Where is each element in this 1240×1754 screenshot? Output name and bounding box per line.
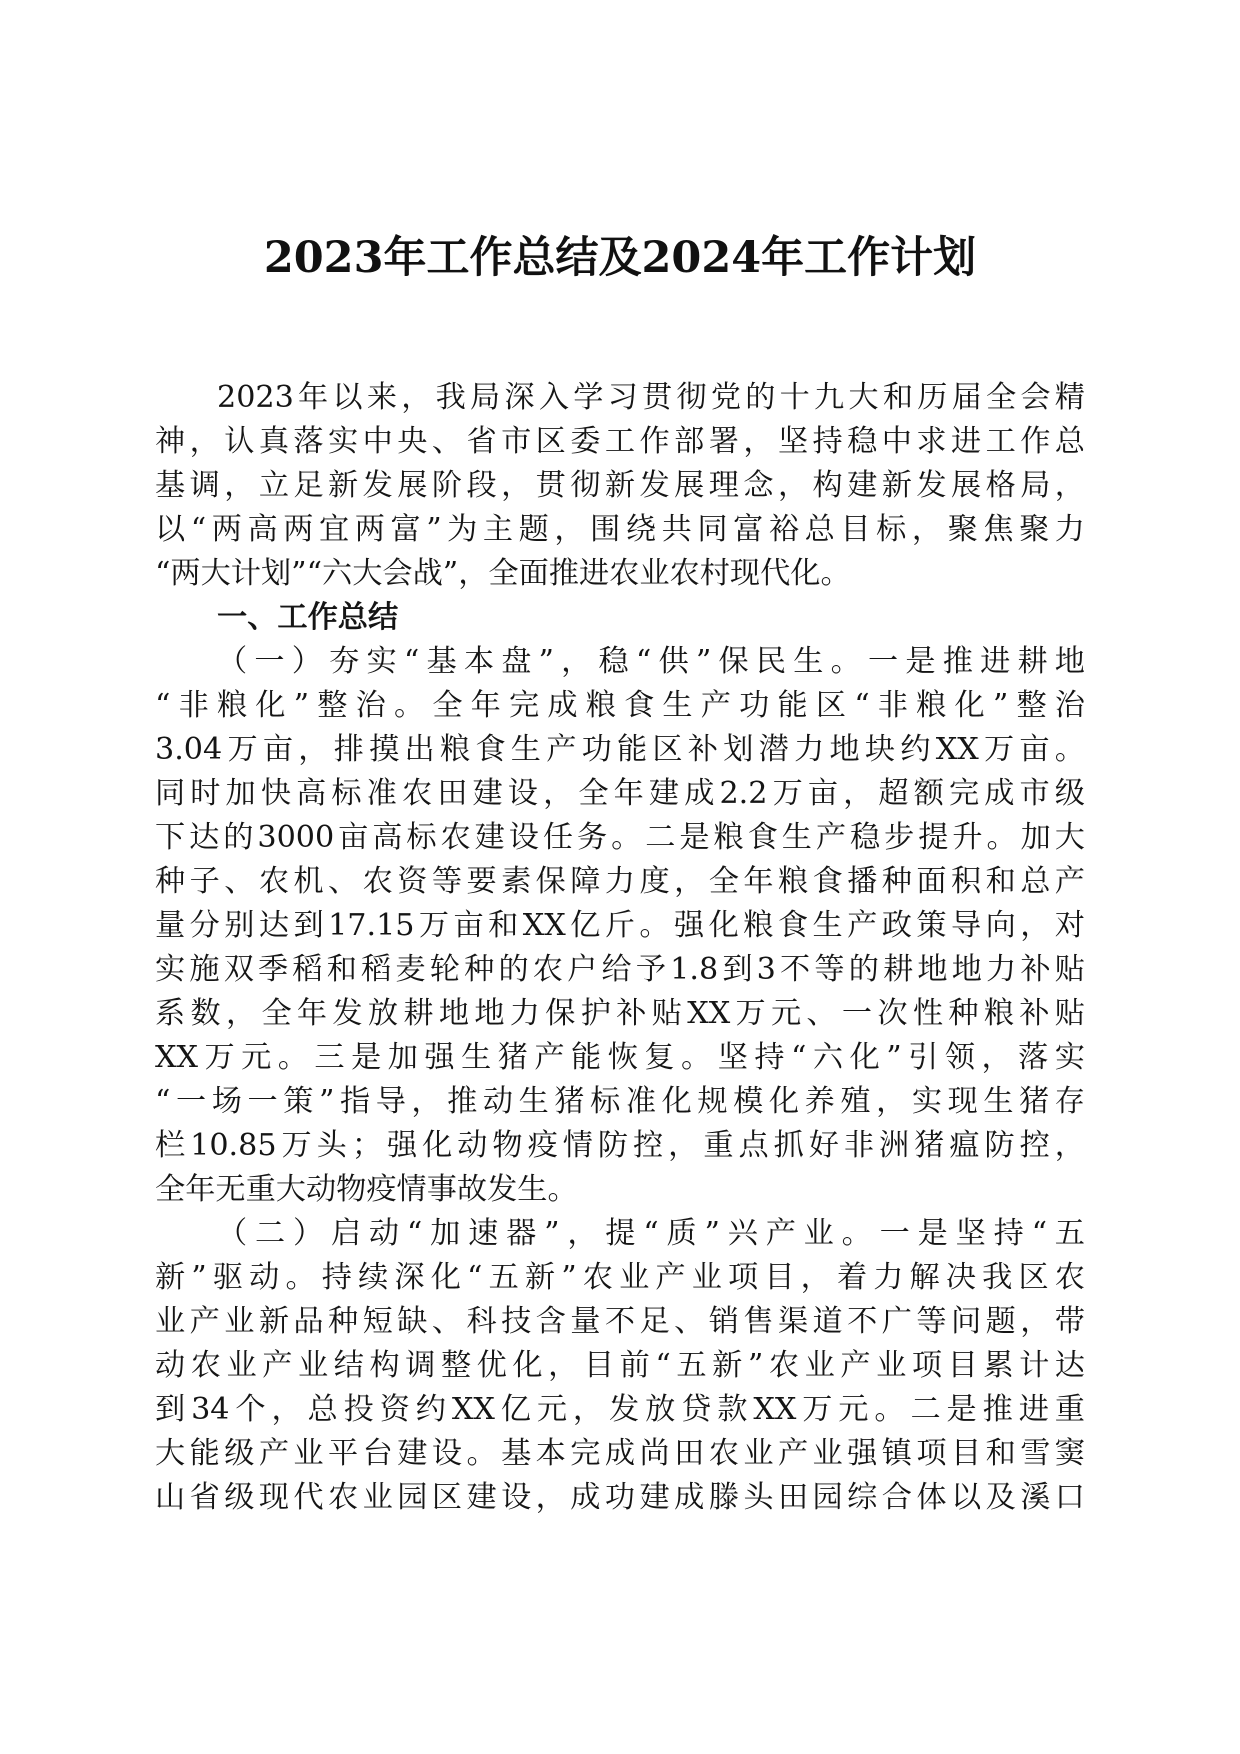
paragraph-line: 量分别达到17.15万亩和XX亿斤。强化粮食生产政策导向，对: [155, 908, 1085, 943]
paragraph-line: 栏10.85万头；强化动物疫情防控，重点抓好非洲猪瘟防控，: [155, 1128, 1085, 1163]
paragraph-line: 动农业产业结构调整优化，目前“五新”农业产业项目累计达: [155, 1348, 1085, 1383]
paragraph-line: “一场一策”指导，推动生猪标准化规模化养殖，实现生猪存: [155, 1084, 1085, 1119]
paragraph-line: 实施双季稻和稻麦轮种的农户给予1.8到3不等的耕地地力补贴: [155, 952, 1085, 987]
paragraph-line: “两大计划”“六大会战”，全面推进农业农村现代化。: [155, 556, 851, 591]
paragraph-line: 基调，立足新发展阶段，贯彻新发展理念，构建新发展格局，: [155, 468, 1085, 503]
paragraph-line: （一）夯实“基本盘”，稳“供”保民生。一是推进耕地: [217, 644, 1085, 679]
document-body: [155, 376, 1085, 1520]
paragraph-line: XX万元。三是加强生猪产能恢复。坚持“六化”引领，落实: [155, 1040, 1085, 1075]
paragraph-line: 种子、农机、农资等要素保障力度，全年粮食播种面积和总产: [155, 864, 1085, 899]
paragraph-line: （二）启动“加速器”，提“质”兴产业。一是坚持“五: [217, 1216, 1085, 1251]
paragraph-line: 3.04万亩，排摸出粮食生产功能区补划潜力地块约XX万亩。: [155, 732, 1085, 767]
document-title: 2023年工作总结及2024年工作计划: [263, 233, 977, 283]
paragraph-line: 新”驱动。持续深化“五新”农业产业项目，着力解决我区农: [155, 1260, 1085, 1295]
paragraph-line: 山省级现代农业园区建设，成功建成滕头田园综合体以及溪口: [155, 1480, 1085, 1515]
paragraph-line: 2023年以来，我局深入学习贯彻党的十九大和历届全会精: [217, 380, 1085, 415]
paragraph-line: 以“两高两宜两富”为主题，围绕共同富裕总目标，聚焦聚力: [155, 512, 1085, 547]
paragraph-line: 同时加快高标准农田建设，全年建成2.2万亩，超额完成市级: [155, 776, 1085, 811]
paragraph-line: 系数，全年发放耕地地力保护补贴XX万元、一次性种粮补贴: [155, 996, 1085, 1031]
paragraph-line: 大能级产业平台建设。基本完成尚田农业产业强镇项目和雪窦: [155, 1436, 1085, 1471]
section-heading: 一、工作总结: [217, 600, 399, 635]
paragraph-line: 到34个，总投资约XX亿元，发放贷款XX万元。二是推进重: [155, 1392, 1085, 1427]
paragraph-line: 神，认真落实中央、省市区委工作部署，坚持稳中求进工作总: [155, 424, 1085, 459]
paragraph-line: 业产业新品种短缺、科技含量不足、销售渠道不广等问题，带: [155, 1304, 1085, 1339]
paragraph-line: 全年无重大动物疫情事故发生。: [155, 1172, 578, 1207]
paragraph-line: “非粮化”整治。全年完成粮食生产功能区“非粮化”整治: [155, 688, 1085, 723]
paragraph-line: 下达的3000亩高标农建设任务。二是粮食生产稳步提升。加大: [155, 820, 1085, 855]
